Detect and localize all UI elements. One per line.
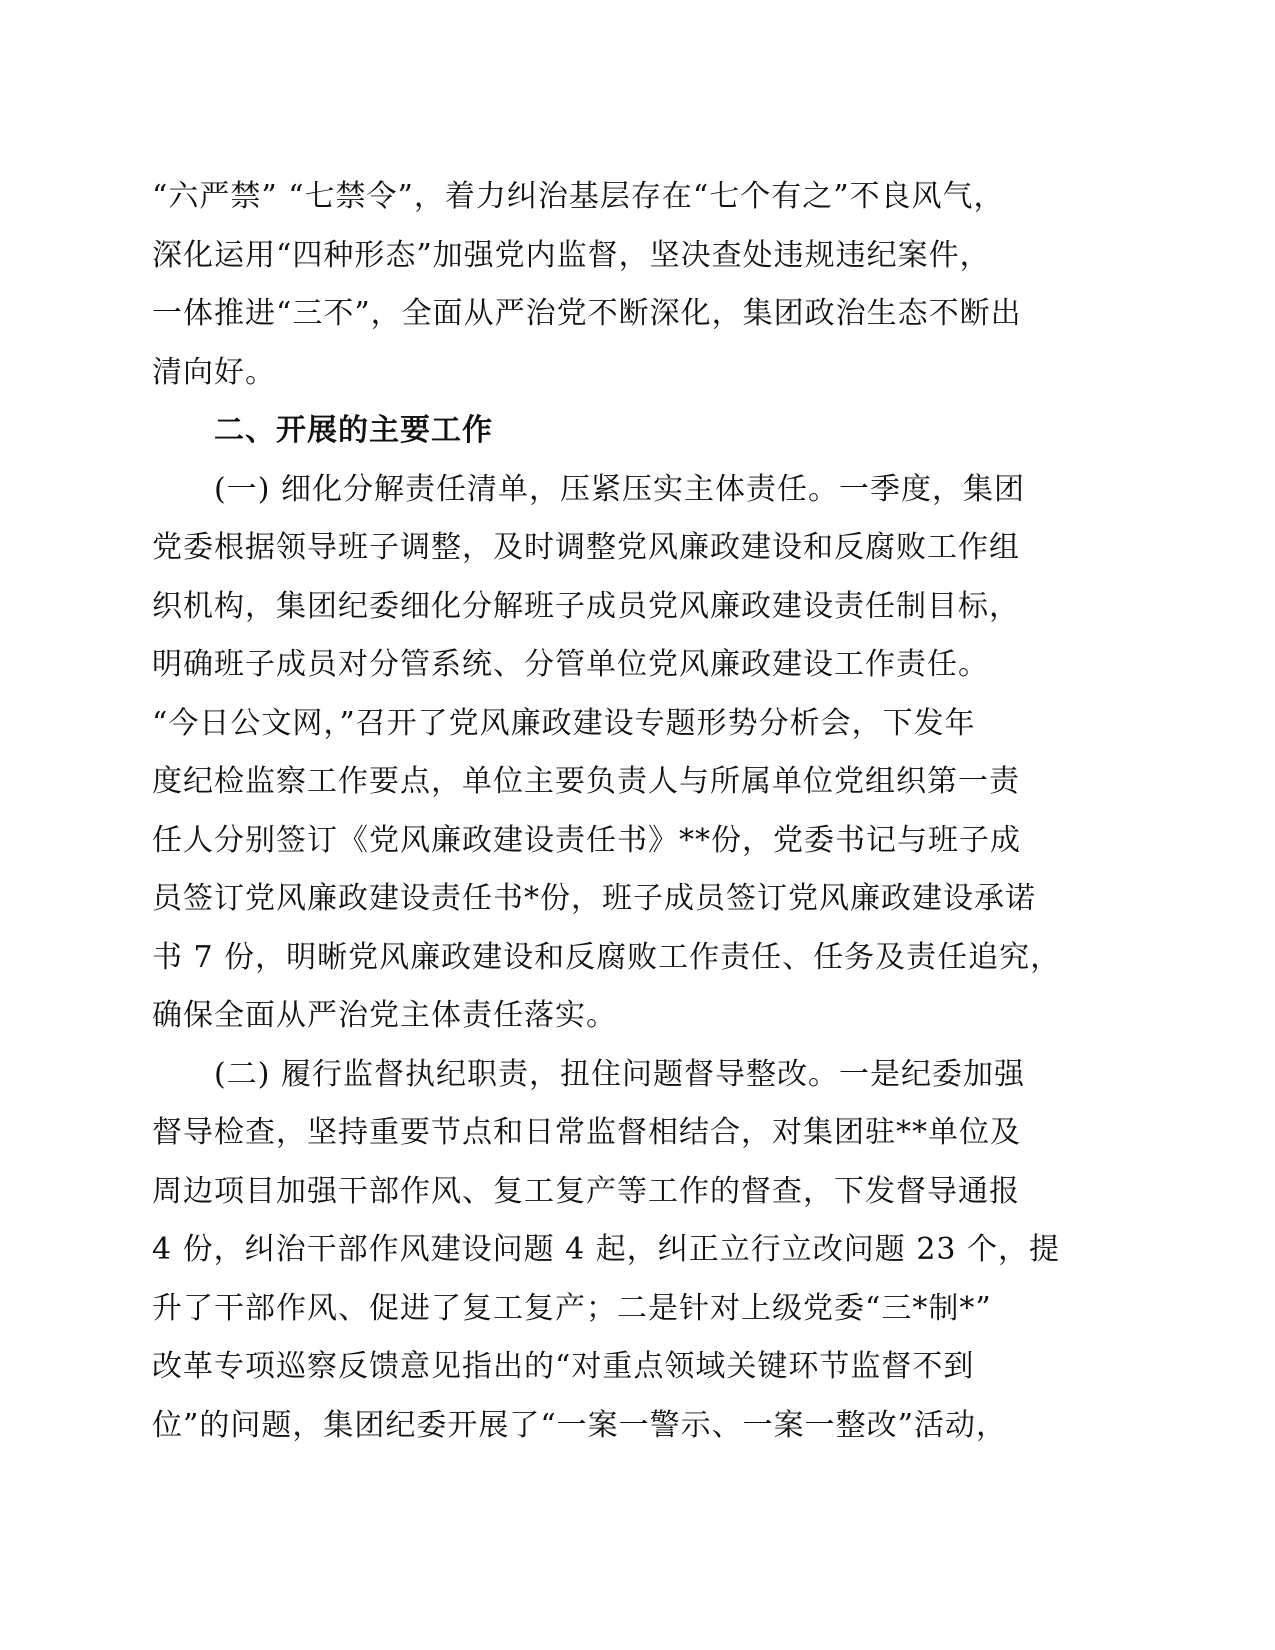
document-body — [152, 168, 1117, 1455]
paragraph-start-line: (一) 细化分解责任清单，压紧压实主体责任。一季度，集团 — [214, 471, 1025, 507]
section-heading: 二、开展的主要工作 — [214, 413, 493, 448]
text-line: 督导检查，坚持重要节点和日常监督相结合，对集团驻**单位及 — [152, 1115, 1021, 1150]
text-line: 一体推进“三不”，全面从严治党不断深化，集团政治生态不断出 — [152, 296, 1022, 331]
text-line: 织机构，集团纪委细化分解班子成员党风廉政建设责任制目标， — [152, 588, 1020, 624]
text-line: 员签订党风廉政建设责任书*份，班子成员签订党风廉政建设承诺 — [152, 881, 1036, 916]
text-line: 党委根据领导班子调整，及时调整党风廉政建设和反腐败工作组 — [152, 530, 1020, 565]
text-line: “今日公文网，”召开了党风廉政建设专题形势分析会，下发年 — [152, 705, 976, 741]
text-line: 4 份，纠治干部作风建设问题 4 起，纠正立行立改问题 23 个，提 — [152, 1232, 1061, 1267]
text-line: 周边项目加强干部作风、复工复产等工作的督查，下发督导通报 — [152, 1173, 1020, 1209]
text-line: “六严禁” “七禁令”，着力纠治基层存在“七个有之”不良风气， — [152, 179, 1005, 214]
text-line: 任人分别签订《党风廉政建设责任书》**份，党委书记与班子成 — [152, 822, 1021, 858]
text-line: 深化运用“四种形态”加强党内监督，坚决查处违规违纪案件， — [152, 237, 991, 273]
text-line: 书 7 份，明晰党风廉政建设和反腐败工作责任、任务及责任追究， — [152, 939, 1062, 975]
text-line: 明确班子成员对分管系统、分管单位党风廉政建设工作责任。 — [152, 647, 989, 682]
text-line: 清向好。 — [152, 354, 276, 390]
text-line: 升了干部作风、促进了复工复产；二是针对上级党委“三*制*” — [152, 1290, 992, 1326]
text-line: 度纪检监察工作要点，单位主要负责人与所属单位党组织第一责 — [152, 764, 1020, 799]
text-line: 确保全面从严治党主体责任落实。 — [152, 998, 617, 1033]
text-line: 位”的问题，集团纪委开展了“一案一警示、一案一整改”活动， — [152, 1407, 1008, 1443]
paragraph-start-line: (二) 履行监督执纪职责，扭住问题督导整改。一是纪委加强 — [214, 1056, 1025, 1092]
text-line: 改革专项巡察反馈意见指出的“对重点领域关键环节监督不到 — [152, 1349, 975, 1384]
